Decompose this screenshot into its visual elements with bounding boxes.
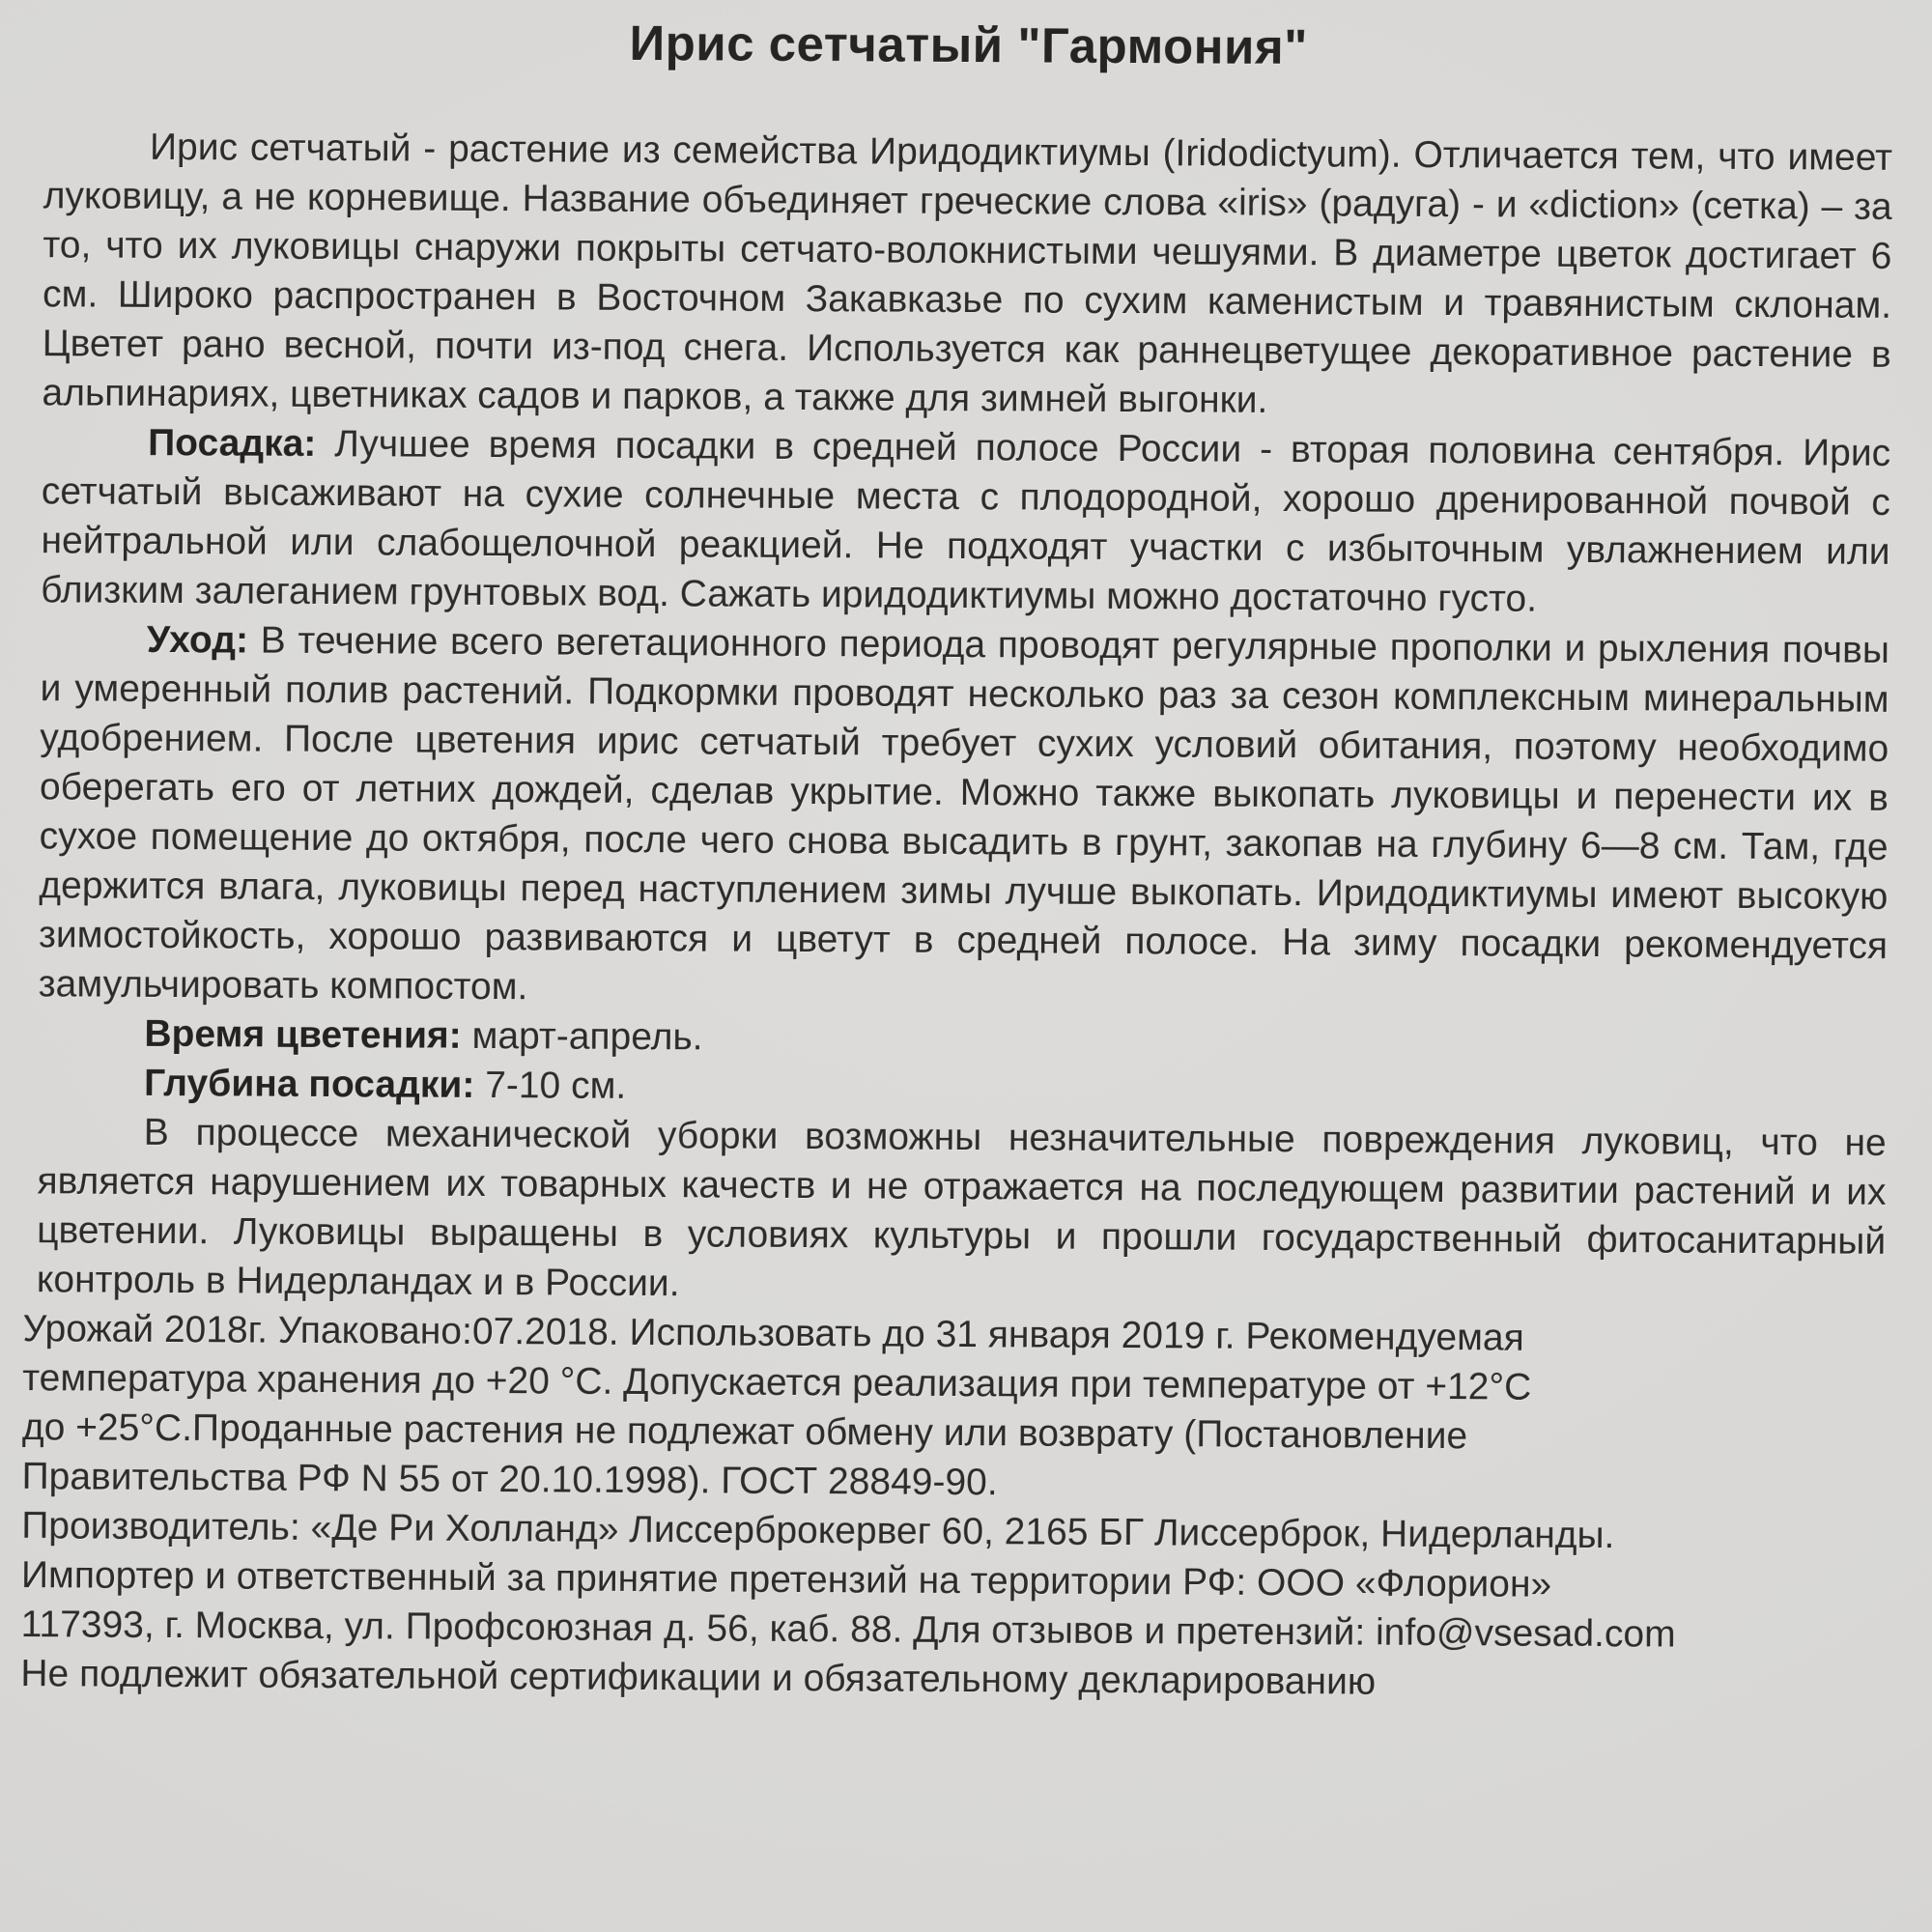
planting-depth-value: 7-10 см.	[474, 1064, 627, 1107]
care-text: В течение всего вегетационного периода проводят регулярные прополки и рыхления почвы и умеренный полив растений. Подкормки проводят несколько раз за сезон комплексным минеральным удобрением. После цветения ирис сетчатый требует сухих условий обитания, поэтому необходимо оберегать его от летних дождей, сделав укрытие. Можно также выкопать луковицы и перенести их в сухое помещение до октября, после чего снова высадить в грунт, закопав на глубину 6—8 см. Там, где держится влага, луковицы перед наступлением зимы лучше выкопать. Иридодиктиумы имеют высокую зимостойкость, хорошо развиваются и цветут в средней полосе. На зиму посадки рекомендуется замульчировать компостом.	[38, 619, 1890, 1009]
no-return-line: до +25°С.Проданные растения не подлежат обмену или возврату (Постановление	[21, 1406, 1468, 1458]
care-paragraph	[39, 614, 1889, 1020]
planting-paragraph	[41, 417, 1890, 626]
importer-line: Импортер и ответственный за принятие претензий на территории РФ: ООО «Флорион»	[20, 1554, 1552, 1605]
certification-line: Не подлежит обязательной сертификации и обязательному декларированию	[20, 1653, 1377, 1703]
storage-temperature-line: температура хранения до +20 °С. Допускается реализация при температуре от +12°С	[22, 1357, 1532, 1408]
planting-text: Лучшее время посадки в средней полосе России - вторая половина сентября. Ирис сетчатый высаживают на сухие солнечные места с плодородной, хорошо дренированной почвой с нейтральной или слабощелочной реакцией. Не подходят участки с избыточным увлажнением или близким залеганием грунтовых вод. Сажать иридодиктиумы можно достаточно густо.	[41, 422, 1891, 620]
mechanical-note-paragraph: В процессе механической уборки возможны незначительные повреждения луковиц, что не является нарушением их товарных качеств и не отражается на последующем развитии растений и их цветении. Луковицы выращены в условиях культуры и прошли государственный фитосанитарный контроль в Нидерландах и в России.	[36, 1111, 1887, 1305]
page-title: Ирис сетчатый "Гармония"	[629, 14, 1309, 75]
gost-line: Правительства РФ N 55 от 20.10.1998). ГОСТ 28849-90.	[21, 1456, 998, 1504]
footer-block	[20, 1304, 1885, 1710]
care-label: Уход:	[146, 618, 249, 662]
harvest-packed-line: Урожай 2018г. Упаковано:07.2018. Использовать до 31 января 2019 г. Рекомендуемая	[22, 1308, 1524, 1359]
producer-line: Производитель: «Де Ри Холланд» Лиссерброкервег 60, 2165 БГ Лиссерброк, Нидерланды.	[21, 1505, 1615, 1557]
address-contact-line: 117393, г. Москва, ул. Профсоюзная д. 56, каб. 88. Для отзывов и претензий: info@vsesad.com	[20, 1604, 1676, 1656]
planting-label: Посадка:	[148, 421, 317, 465]
planting-depth-label: Глубина посадки:	[144, 1062, 475, 1106]
bloom-time-value: март-апрель.	[461, 1014, 703, 1059]
bloom-time-label: Время цветения:	[144, 1012, 462, 1057]
intro-paragraph: Ирис сетчатый - растение из семейства Иридодиктиумы (Iridodictyum). Отличается тем, что имеет луковицу, а не корневище. Название объединяет греческие слова «iris» (радуга) - и «diction» (сетка) – за то, что их луковицы снаружи покрыты сетчато-волокнистыми чешуями. В диаметре цветок достигает 6 см. Широко распространен в Восточном Закавказье по сухим каменистым и травянистым склонам. Цветет рано весной, почти из-под снега. Используется как раннецветущее декоративное растение в альпинариях, цветниках садов и парков, а также для зимней выгонки.	[42, 126, 1893, 421]
